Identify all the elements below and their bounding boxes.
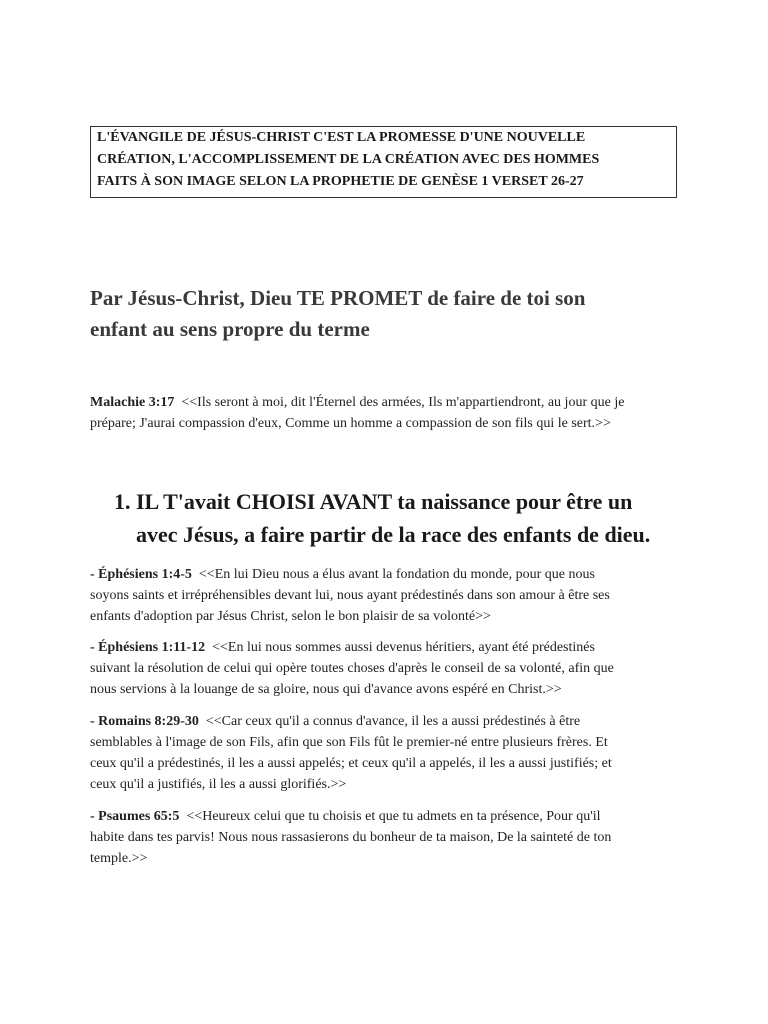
verse-reference: Malachie 3:17: [90, 395, 175, 410]
heading-line: enfant au sens propre du terme: [90, 317, 370, 341]
section-heading-line: 1. IL T'avait CHOISI AVANT ta naissance pour être un: [114, 489, 633, 514]
paragraph-line: ceux qu'il a prédestinés, il les a aussi appelés; et ceux qu'il a appelés, il les a aussi justifiés; et: [90, 756, 612, 771]
paragraph-line: [90, 711, 690, 732]
title-line: CRÉATION, L'ACCOMPLISSEMENT DE LA CRÉATION AVEC DES HOMMES: [97, 152, 600, 167]
paragraph-line: [90, 392, 690, 413]
paragraph-line: [90, 806, 690, 827]
malachie-paragraph: [90, 392, 690, 434]
verse-text: <<Ils seront à moi, dit l'Éternel des armées, Ils m'appartiendront, au jour que je: [181, 395, 625, 410]
verse-text: <<Car ceux qu'il a connus d'avance, il les a aussi prédestinés à être: [205, 714, 581, 729]
paragraph-line: ceux qu'il a justifiés, il les a aussi glorifiés.>>: [90, 777, 347, 792]
verse-ephesiens-1-11: [90, 637, 690, 700]
paragraph-line: [90, 637, 690, 658]
verse-text: <<En lui nous sommes aussi devenus héritiers, ayant été prédestinés: [212, 640, 595, 655]
title-box: [90, 126, 677, 198]
paragraph-line: suivant la résolution de celui qui opère toutes choses d'après le conseil de sa volonté, afin que: [90, 661, 614, 676]
verse-text: <<Heureux celui que tu choisis et que tu admets en ta présence, Pour qu'il: [186, 809, 601, 824]
verse-ephesiens-1-4: [90, 564, 690, 627]
paragraph-line: habite dans tes parvis! Nous nous rassasierons du bonheur de ta maison, De la sainteté de ton: [90, 830, 612, 845]
paragraph-line: prépare; J'aurai compassion d'eux, Comme un homme a compassion de son fils qui le sert.>>: [90, 416, 611, 431]
verse-psaumes-65-5: [90, 806, 690, 869]
section-heading-line: avec Jésus, a faire partir de la race des enfants de dieu.: [136, 522, 651, 547]
paragraph-line: nous servions à la louange de sa gloire, nous qui d'avance avons espéré en Christ.>>: [90, 682, 562, 697]
verse-romains-8-29: [90, 711, 690, 795]
paragraph-line: enfants d'adoption par Jésus Christ, selon le bon plaisir de sa volonté>>: [90, 609, 491, 624]
verse-reference: - Psaumes 65:5: [90, 809, 180, 824]
paragraph-line: semblables à l'image de son Fils, afin que son Fils fût le premier-né entre plusieurs frères. Et: [90, 735, 608, 750]
verse-text: <<En lui Dieu nous a élus avant la fondation du monde, pour que nous: [198, 567, 595, 582]
main-heading: [90, 283, 690, 345]
verse-reference: - Éphésiens 1:4-5: [90, 567, 192, 582]
verse-reference: - Romains 8:29-30: [90, 714, 199, 729]
section-heading: [114, 485, 714, 551]
verse-reference: - Éphésiens 1:11-12: [90, 640, 206, 655]
title-line: FAITS À SON IMAGE SELON LA PROPHETIE DE GENÈSE 1 VERSET 26-27: [97, 174, 584, 189]
title-line: L'ÉVANGILE DE JÉSUS-CHRIST C'EST LA PROMESSE D'UNE NOUVELLE: [97, 130, 586, 145]
paragraph-line: [90, 564, 690, 585]
paragraph-line: temple.>>: [90, 851, 148, 866]
paragraph-line: soyons saints et irrépréhensibles devant lui, nous ayant prédestinés dans son amour à être ses: [90, 588, 610, 603]
heading-line: Par Jésus-Christ, Dieu TE PROMET de faire de toi son: [90, 286, 586, 310]
